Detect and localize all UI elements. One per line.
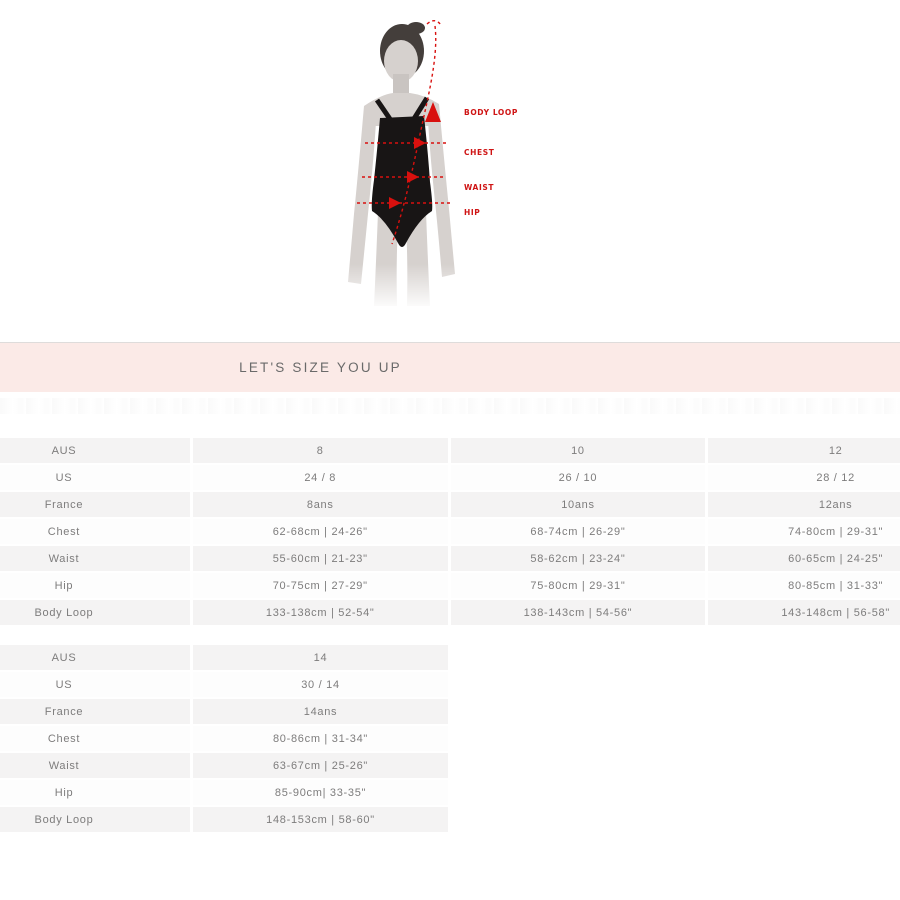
size-cell: 62-68cm | 24-26" [193,519,451,546]
table-row-us [0,672,453,699]
row-label: AUS [0,438,193,465]
size-table-main [0,438,900,628]
size-cell: 80-85cm | 31-33" [708,573,900,600]
table-row-aus [0,645,453,672]
table-row-waist [0,546,900,573]
size-cell: 14 [193,645,451,672]
size-cell: 30 / 14 [193,672,451,699]
figure-label-body-loop: BODY LOOP [464,108,518,117]
faded-text-band [0,398,900,414]
size-cell: 12 [708,438,900,465]
size-cell: 10ans [451,492,709,519]
figure-label-waist: WAIST [464,183,495,192]
size-cell: 138-143cm | 54-56" [451,600,709,627]
table-row-hip [0,780,453,807]
figure-label-chest: CHEST [464,148,495,157]
row-label: US [0,672,193,699]
row-label: US [0,465,193,492]
table-row-body-loop [0,807,453,834]
row-label: Hip [0,780,193,807]
size-cell: 26 / 10 [451,465,709,492]
size-cell: 75-80cm | 29-31" [451,573,709,600]
row-label: Waist [0,753,193,780]
row-label: Body Loop [0,807,193,834]
size-cell: 55-60cm | 21-23" [193,546,451,573]
row-label: Hip [0,573,193,600]
model-photo-illustration [340,14,570,310]
banner-title: LET'S SIZE YOU UP [239,360,402,375]
size-cell: 80-86cm | 31-34" [193,726,451,753]
row-label: Chest [0,726,193,753]
table-row-france [0,492,900,519]
size-cell: 12ans [708,492,900,519]
size-cell: 8 [193,438,451,465]
size-cell: 70-75cm | 27-29" [193,573,451,600]
size-cell: 24 / 8 [193,465,451,492]
size-cell: 10 [451,438,709,465]
size-cell: 133-138cm | 52-54" [193,600,451,627]
table-row-chest [0,726,453,753]
size-table-main-inner [0,438,900,627]
row-label: Body Loop [0,600,193,627]
table-row-waist [0,753,453,780]
table-row-france [0,699,453,726]
size-up-banner [0,342,900,392]
size-cell: 28 / 12 [708,465,900,492]
measurement-figure [340,14,570,310]
size-cell: 14ans [193,699,451,726]
table-row-body-loop [0,600,900,627]
size-cell: 58-62cm | 23-24" [451,546,709,573]
table-row-chest [0,519,900,546]
size-cell: 68-74cm | 26-29" [451,519,709,546]
size-cell: 74-80cm | 29-31" [708,519,900,546]
figure-label-hip: HIP [464,208,481,217]
table-row-aus [0,438,900,465]
row-label: Chest [0,519,193,546]
size-cell: 63-67cm | 25-26" [193,753,451,780]
size-cell: 143-148cm | 56-58" [708,600,900,627]
size-cell: 60-65cm | 24-25" [708,546,900,573]
table-row-us [0,465,900,492]
size-cell: 85-90cm| 33-35" [193,780,451,807]
table-row-hip [0,573,900,600]
size-cell: 8ans [193,492,451,519]
row-label: AUS [0,645,193,672]
row-label: Waist [0,546,193,573]
row-label: France [0,492,193,519]
row-label: France [0,699,193,726]
size-table-extra [0,645,453,835]
size-cell: 148-153cm | 58-60" [193,807,451,834]
